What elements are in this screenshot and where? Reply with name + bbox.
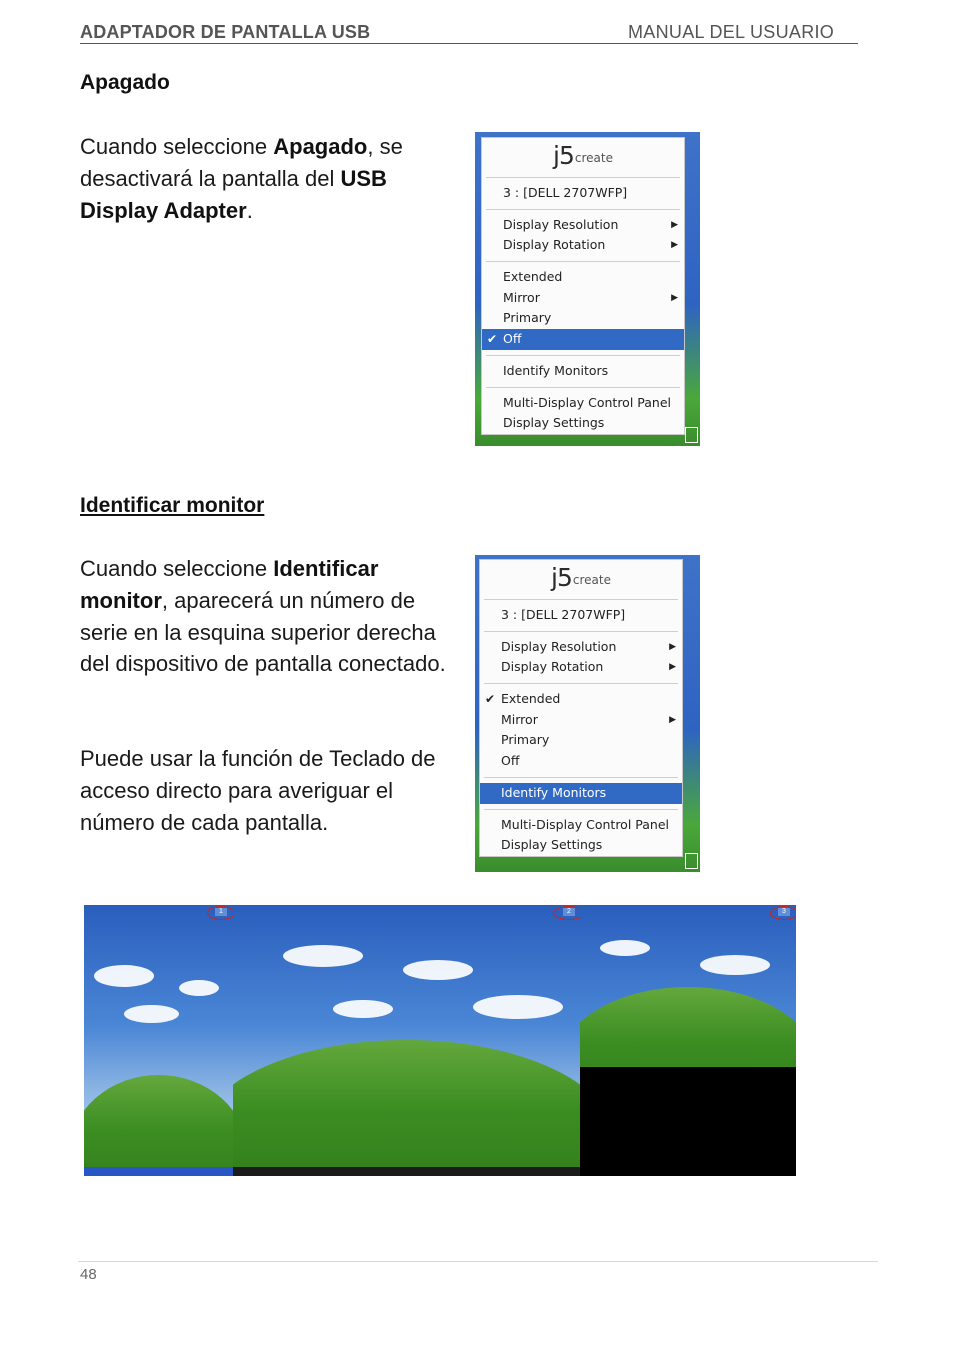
submenu-arrow-icon: ▶ [669, 662, 676, 673]
cloud-shape [473, 995, 563, 1019]
menu-item-label: Mirror [501, 711, 538, 727]
submenu-arrow-icon: ▶ [671, 240, 678, 251]
menu-separator [486, 355, 680, 356]
menu-item-label: Mirror [503, 289, 540, 305]
menu-item-primary[interactable] [480, 730, 682, 751]
menu-item-label: Multi-Display Control Panel [501, 816, 669, 832]
monitor-screen-1 [84, 905, 233, 1176]
monitor-screen-2 [233, 905, 580, 1176]
cloud-shape [283, 945, 363, 967]
bold-term-usb-display-adapter: USB Display Adapter [80, 165, 387, 223]
logo-sub-text: create [574, 151, 613, 165]
context-menu [481, 137, 685, 435]
menu-item-extended[interactable] [480, 689, 682, 710]
menu-item-label: Multi-Display Control Panel [503, 394, 671, 410]
menu-separator [486, 261, 680, 262]
menu-item-label: Extended [503, 269, 563, 285]
submenu-arrow-icon: ▶ [669, 641, 676, 652]
logo-main-text: j5 [551, 562, 572, 592]
j5create-logo [480, 560, 682, 594]
monitor-number: 1 [215, 908, 227, 916]
cloud-shape [124, 1005, 179, 1023]
menu-item-mirror[interactable] [480, 710, 682, 731]
monitor-number-badge [207, 906, 233, 920]
menu-item-extended[interactable] [482, 267, 684, 288]
header-manual-label: MANUAL DEL USUARIO [628, 22, 835, 42]
section-apagado-text [80, 131, 452, 226]
submenu-arrow-icon: ▶ [671, 292, 678, 303]
menu-separator [486, 177, 680, 178]
monitor-screen-3 [580, 905, 796, 1176]
text-segment: . [246, 197, 253, 223]
menu-item-multi-display-control-panel[interactable] [482, 393, 684, 414]
footer-rule [78, 1261, 878, 1262]
cloud-shape [403, 960, 473, 980]
menu-item-label: Off [501, 753, 520, 769]
menu-item-label: Extended [501, 691, 561, 707]
menu-item-device[interactable] [482, 183, 684, 204]
menu-item-display-rotation[interactable] [480, 657, 682, 678]
menu-item-label: 3 : [DELL 2707WFP] [501, 607, 626, 622]
menu-item-label: Display Rotation [501, 659, 604, 675]
checkmark-icon: ✔ [485, 692, 496, 707]
monitor-number: 2 [563, 908, 575, 916]
cloud-shape [333, 1000, 393, 1018]
page-number: 48 [80, 1266, 97, 1283]
monitor-number-badge [553, 906, 580, 920]
menu-item-label: Identify Monitors [503, 362, 609, 378]
menu-item-label: Display Resolution [501, 638, 617, 654]
menu-separator [486, 387, 680, 388]
black-area [580, 1067, 796, 1176]
section-identificar-paragraph-2: Puede usar la función de Teclado de acceso directo para averiguar el número de cada pantalla. [80, 746, 436, 835]
context-menu [479, 559, 683, 857]
text-segment: Cuando seleccione [80, 556, 274, 581]
multi-monitor-desktop-image [84, 905, 796, 1176]
menu-separator [484, 599, 678, 600]
monitor-number-badge [770, 906, 796, 920]
menu-item-label: 3 : [DELL 2707WFP] [503, 185, 628, 200]
cloud-shape [179, 980, 219, 996]
menu-item-identify-monitors[interactable] [480, 783, 682, 804]
menu-item-label: Display Rotation [503, 237, 606, 253]
submenu-arrow-icon: ▶ [669, 714, 676, 725]
menu-item-label: Primary [503, 310, 552, 326]
header-title: ADAPTADOR DE PANTALLA USB [80, 22, 371, 42]
taskbar [84, 1167, 233, 1176]
logo-sub-text: create [572, 573, 611, 587]
tray-icon [685, 853, 698, 869]
menu-separator [484, 777, 678, 778]
menu-item-off[interactable] [480, 751, 682, 772]
logo-main-text: j5 [553, 140, 574, 170]
taskbar [233, 1167, 580, 1176]
green-hill [84, 1075, 233, 1176]
text-segment: Cuando seleccione [80, 134, 274, 159]
tray-icon [685, 427, 698, 443]
menu-item-label: Display Settings [503, 415, 605, 431]
menu-item-identify-monitors[interactable] [482, 361, 684, 382]
cloud-shape [700, 955, 770, 975]
text-segment: , aparecerá un número de serie en la esquina superior derecha del dispositivo de pantalla conectado. [80, 587, 446, 677]
menu-separator [484, 683, 678, 684]
checkmark-icon: ✔ [487, 332, 498, 347]
j5create-logo [482, 138, 684, 172]
submenu-arrow-icon: ▶ [671, 219, 678, 230]
menu-separator [484, 631, 678, 632]
menu-item-off[interactable] [482, 329, 684, 350]
menu-item-display-resolution[interactable] [482, 215, 684, 236]
menu-item-mirror[interactable] [482, 288, 684, 309]
cloud-shape [94, 965, 154, 987]
menu-item-label: Identify Monitors [501, 784, 607, 800]
section-heading-identificar-monitor: Identificar monitor [80, 494, 265, 517]
menu-screenshot-identify [475, 555, 700, 872]
menu-item-device[interactable] [480, 605, 682, 626]
menu-item-primary[interactable] [482, 308, 684, 329]
menu-item-display-rotation[interactable] [482, 235, 684, 256]
menu-item-display-settings[interactable] [482, 413, 684, 434]
menu-separator [486, 209, 680, 210]
cloud-shape [600, 940, 650, 956]
menu-item-label: Display Resolution [503, 216, 619, 232]
menu-item-display-settings[interactable] [480, 835, 682, 856]
section-heading-apagado: Apagado [80, 71, 170, 94]
header-rule [80, 43, 858, 44]
menu-item-label: Display Settings [501, 837, 603, 853]
section-identificar-text [80, 553, 462, 680]
bold-term-apagado: Apagado [273, 134, 368, 159]
green-hill [233, 1040, 580, 1176]
menu-item-display-resolution[interactable] [480, 637, 682, 658]
monitor-number: 3 [778, 908, 790, 916]
menu-item-label: Primary [501, 732, 550, 748]
bold-term-identificar-monitor: Identificar monitor [80, 556, 379, 613]
menu-separator [484, 809, 678, 810]
menu-screenshot-off [475, 132, 700, 446]
text-segment: , se desactivará la pantalla del [80, 134, 403, 191]
menu-item-multi-display-control-panel[interactable] [480, 815, 682, 836]
menu-item-label: Off [503, 331, 522, 347]
